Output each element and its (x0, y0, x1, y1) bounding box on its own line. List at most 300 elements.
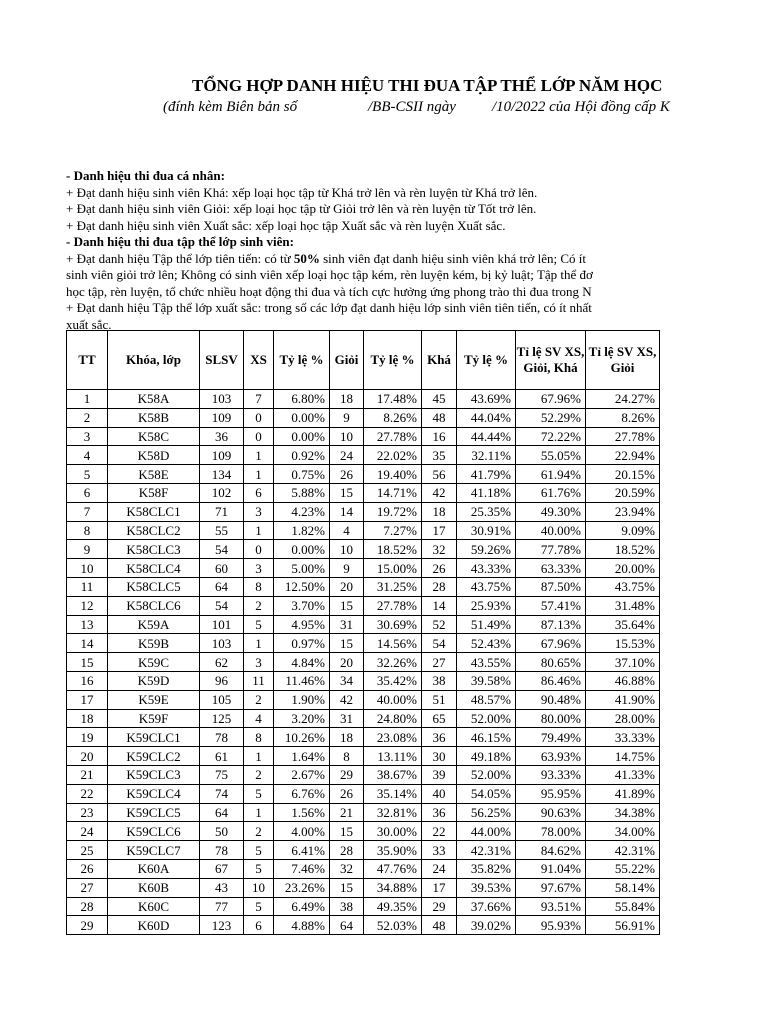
cell-tt: 22 (67, 784, 108, 803)
cell-class: K60C (108, 897, 200, 916)
cell-class: K58CLC5 (108, 577, 200, 596)
cell-gioi-rate: 15.00% (364, 559, 422, 578)
cell-kha-rate: 39.02% (457, 916, 516, 935)
cell-gioi: 10 (330, 427, 364, 446)
cell-gioi-rate: 27.78% (364, 427, 422, 446)
cell-xs-rate: 1.64% (274, 747, 330, 766)
cell-xs-rate: 5.88% (274, 483, 330, 502)
cell-kha: 36 (422, 728, 457, 747)
cell-xs: 6 (244, 916, 274, 935)
cell-tt: 7 (67, 502, 108, 521)
cell-kha: 24 (422, 859, 457, 878)
table-row (67, 446, 660, 465)
cell-xs-rate: 6.76% (274, 784, 330, 803)
cell-slsv: 109 (200, 446, 244, 465)
cell-xs: 5 (244, 859, 274, 878)
cell-kha: 17 (422, 878, 457, 897)
cell-class: K59F (108, 709, 200, 728)
cell-kha-rate: 59.26% (457, 540, 516, 559)
cell-xs-gioi-rate: 15.53% (586, 634, 660, 653)
cell-xs-gioi-kha-rate: 80.00% (516, 709, 586, 728)
cell-tt: 29 (67, 916, 108, 935)
cell-slsv: 78 (200, 841, 244, 860)
cell-slsv: 55 (200, 521, 244, 540)
table-row (67, 897, 660, 916)
cell-xs-rate: 1.82% (274, 521, 330, 540)
cell-gioi: 20 (330, 577, 364, 596)
cell-slsv: 77 (200, 897, 244, 916)
cell-tt: 3 (67, 427, 108, 446)
cell-xs-rate: 5.00% (274, 559, 330, 578)
cell-xs: 4 (244, 709, 274, 728)
cell-slsv: 75 (200, 765, 244, 784)
cell-kha-rate: 43.75% (457, 577, 516, 596)
cell-xs-gioi-kha-rate: 67.96% (516, 634, 586, 653)
cell-kha-rate: 49.18% (457, 747, 516, 766)
cell-tt: 2 (67, 408, 108, 427)
cell-xs-gioi-rate: 33.33% (586, 728, 660, 747)
cell-slsv: 123 (200, 916, 244, 935)
table-row (67, 502, 660, 521)
cell-tt: 6 (67, 483, 108, 502)
cell-xs: 0 (244, 408, 274, 427)
cell-class: K59C (108, 653, 200, 672)
cell-xs: 3 (244, 502, 274, 521)
cell-xs-gioi-kha-rate: 90.63% (516, 803, 586, 822)
table-row (67, 615, 660, 634)
cell-xs: 0 (244, 540, 274, 559)
cell-kha: 65 (422, 709, 457, 728)
subtitle-part-2: /BB-CSII ngày (368, 99, 456, 115)
cell-xs-rate: 1.56% (274, 803, 330, 822)
table-row (67, 408, 660, 427)
cell-class: K58CLC4 (108, 559, 200, 578)
cell-slsv: 62 (200, 653, 244, 672)
cell-xs: 11 (244, 671, 274, 690)
cell-gioi-rate: 32.26% (364, 653, 422, 672)
cell-gioi-rate: 8.26% (364, 408, 422, 427)
col-header: XS (244, 331, 274, 390)
cell-gioi: 29 (330, 765, 364, 784)
cell-xs-rate: 3.20% (274, 709, 330, 728)
cell-kha: 29 (422, 897, 457, 916)
cell-xs-gioi-rate: 24.27% (586, 390, 660, 409)
cell-gioi: 8 (330, 747, 364, 766)
cell-xs-gioi-rate: 46.88% (586, 671, 660, 690)
cell-gioi: 32 (330, 859, 364, 878)
cell-tt: 4 (67, 446, 108, 465)
cell-xs-rate: 0.00% (274, 427, 330, 446)
cell-xs-gioi-rate: 56.91% (586, 916, 660, 935)
cell-tt: 20 (67, 747, 108, 766)
cell-class: K60A (108, 859, 200, 878)
cell-kha-rate: 54.05% (457, 784, 516, 803)
cell-xs-rate: 10.26% (274, 728, 330, 747)
cell-tt: 19 (67, 728, 108, 747)
cell-class: K59B (108, 634, 200, 653)
cell-kha: 48 (422, 408, 457, 427)
cell-class: K58F (108, 483, 200, 502)
notes-heading-individual: - Danh hiệu thi đua cá nhân: (66, 168, 225, 183)
cell-slsv: 102 (200, 483, 244, 502)
cell-kha-rate: 56.25% (457, 803, 516, 822)
table-header-row (67, 331, 660, 390)
notes-line: học tập, rèn luyện, tổ chức nhiều hoạt động thi đua và tích cực hưởng ứng phong trào thi đua trong N (66, 283, 592, 299)
table-row (67, 483, 660, 502)
table-row (67, 390, 660, 409)
cell-xs-gioi-kha-rate: 97.67% (516, 878, 586, 897)
cell-gioi: 14 (330, 502, 364, 521)
col-header: Khóa, lớp (108, 331, 200, 390)
table-row (67, 540, 660, 559)
cell-xs-rate: 4.23% (274, 502, 330, 521)
cell-kha-rate: 39.53% (457, 878, 516, 897)
cell-xs-gioi-kha-rate: 57.41% (516, 596, 586, 615)
cell-xs-gioi-rate: 43.75% (586, 577, 660, 596)
cell-xs-gioi-kha-rate: 95.95% (516, 784, 586, 803)
cell-gioi: 18 (330, 390, 364, 409)
cell-xs-gioi-rate: 35.64% (586, 615, 660, 634)
cell-xs-gioi-kha-rate: 52.29% (516, 408, 586, 427)
table-row (67, 596, 660, 615)
cell-slsv: 64 (200, 577, 244, 596)
cell-class: K59A (108, 615, 200, 634)
cell-gioi: 31 (330, 709, 364, 728)
cell-xs-gioi-rate: 28.00% (586, 709, 660, 728)
cell-slsv: 36 (200, 427, 244, 446)
cell-xs: 1 (244, 465, 274, 484)
cell-tt: 28 (67, 897, 108, 916)
cell-class: K59CLC1 (108, 728, 200, 747)
cell-xs-gioi-rate: 41.89% (586, 784, 660, 803)
cell-class: K58CLC2 (108, 521, 200, 540)
notes-line: + Đạt danh hiệu sinh viên Khá: xếp loại học tập từ Khá trở lên và rèn luyện từ Khá trở lên. (66, 184, 538, 200)
cell-kha-rate: 43.69% (457, 390, 516, 409)
cell-xs-gioi-kha-rate: 90.48% (516, 690, 586, 709)
cell-kha-rate: 39.58% (457, 671, 516, 690)
cell-class: K59CLC4 (108, 784, 200, 803)
table-row (67, 859, 660, 878)
table-row (67, 784, 660, 803)
cell-kha-rate: 25.93% (457, 596, 516, 615)
page-title: TỔNG HỢP DANH HIỆU THI ĐUA TẬP THỂ LỚP NĂM HỌC (192, 76, 663, 95)
notes-text: + Đạt danh hiệu Tập thể lớp tiên tiến: có từ (66, 250, 294, 266)
cell-gioi: 15 (330, 878, 364, 897)
cell-xs: 1 (244, 634, 274, 653)
cell-xs-gioi-kha-rate: 95.93% (516, 916, 586, 935)
cell-gioi-rate: 7.27% (364, 521, 422, 540)
cell-xs-gioi-kha-rate: 77.78% (516, 540, 586, 559)
cell-slsv: 74 (200, 784, 244, 803)
subtitle-part-1: (đính kèm Biên bản số (163, 99, 298, 115)
cell-kha-rate: 52.00% (457, 765, 516, 784)
cell-xs-gioi-kha-rate: 63.33% (516, 559, 586, 578)
cell-gioi: 4 (330, 521, 364, 540)
cell-xs-gioi-rate: 9.09% (586, 521, 660, 540)
cell-xs-gioi-rate: 34.00% (586, 822, 660, 841)
cell-xs-rate: 6.49% (274, 897, 330, 916)
cell-class: K60B (108, 878, 200, 897)
cell-xs: 2 (244, 822, 274, 841)
subtitle-part-3: /10/2022 của Hội đồng cấp K (492, 99, 670, 115)
cell-xs: 3 (244, 653, 274, 672)
cell-gioi: 9 (330, 559, 364, 578)
cell-xs-gioi-rate: 41.90% (586, 690, 660, 709)
cell-kha-rate: 44.04% (457, 408, 516, 427)
cell-kha: 27 (422, 653, 457, 672)
col-header: Tỷ lệ % (457, 331, 516, 390)
cell-xs-gioi-kha-rate: 87.13% (516, 615, 586, 634)
cell-xs: 2 (244, 690, 274, 709)
cell-xs-gioi-rate: 14.75% (586, 747, 660, 766)
cell-kha-rate: 41.18% (457, 483, 516, 502)
cell-kha-rate: 37.66% (457, 897, 516, 916)
cell-gioi-rate: 24.80% (364, 709, 422, 728)
cell-xs-rate: 0.75% (274, 465, 330, 484)
table-row (67, 671, 660, 690)
cell-xs: 5 (244, 784, 274, 803)
cell-xs-gioi-kha-rate: 40.00% (516, 521, 586, 540)
table-row (67, 559, 660, 578)
cell-xs-gioi-kha-rate: 61.94% (516, 465, 586, 484)
cell-kha: 26 (422, 559, 457, 578)
cell-xs-rate: 2.67% (274, 765, 330, 784)
cell-gioi: 34 (330, 671, 364, 690)
notes-line (66, 251, 768, 268)
cell-slsv: 125 (200, 709, 244, 728)
cell-gioi: 38 (330, 897, 364, 916)
cell-kha-rate: 35.82% (457, 859, 516, 878)
table-row (67, 653, 660, 672)
cell-tt: 10 (67, 559, 108, 578)
cell-xs-gioi-rate: 31.48% (586, 596, 660, 615)
cell-gioi: 15 (330, 634, 364, 653)
cell-kha: 16 (422, 427, 457, 446)
cell-kha: 14 (422, 596, 457, 615)
cell-tt: 1 (67, 390, 108, 409)
col-header: SLSV (200, 331, 244, 390)
cell-kha-rate: 32.11% (457, 446, 516, 465)
notes-emphasis: 50% (293, 250, 320, 266)
cell-xs-gioi-kha-rate: 67.96% (516, 390, 586, 409)
cell-slsv: 71 (200, 502, 244, 521)
cell-xs-gioi-rate: 20.15% (586, 465, 660, 484)
cell-kha: 42 (422, 483, 457, 502)
cell-kha: 22 (422, 822, 457, 841)
cell-gioi-rate: 35.42% (364, 671, 422, 690)
cell-xs-rate: 0.00% (274, 540, 330, 559)
notes-line: + Đạt danh hiệu sinh viên Giỏi: xếp loại học tập từ Giỏi trở lên và rèn luyện từ Tốt trở lên. (66, 201, 537, 216)
table-row (67, 465, 660, 484)
cell-tt: 21 (67, 765, 108, 784)
col-header: Tỷ lệ % (274, 331, 330, 390)
cell-class: K59CLC6 (108, 822, 200, 841)
cell-gioi-rate: 18.52% (364, 540, 422, 559)
cell-class: K59CLC2 (108, 747, 200, 766)
table-row (67, 709, 660, 728)
cell-kha: 30 (422, 747, 457, 766)
cell-slsv: 67 (200, 859, 244, 878)
cell-kha: 56 (422, 465, 457, 484)
cell-tt: 12 (67, 596, 108, 615)
cell-xs-rate: 6.80% (274, 390, 330, 409)
cell-xs-gioi-kha-rate: 78.00% (516, 822, 586, 841)
cell-class: K58C (108, 427, 200, 446)
cell-tt: 8 (67, 521, 108, 540)
cell-kha: 40 (422, 784, 457, 803)
cell-gioi: 15 (330, 822, 364, 841)
cell-kha-rate: 52.43% (457, 634, 516, 653)
cell-xs-rate: 23.26% (274, 878, 330, 897)
cell-gioi-rate: 22.02% (364, 446, 422, 465)
cell-xs: 0 (244, 427, 274, 446)
cell-gioi-rate: 14.71% (364, 483, 422, 502)
cell-class: K58E (108, 465, 200, 484)
criteria-notes (66, 168, 768, 333)
cell-slsv: 109 (200, 408, 244, 427)
cell-xs-gioi-rate: 42.31% (586, 841, 660, 860)
cell-gioi-rate: 40.00% (364, 690, 422, 709)
cell-gioi: 18 (330, 728, 364, 747)
cell-kha-rate: 51.49% (457, 615, 516, 634)
cell-xs-gioi-kha-rate: 80.65% (516, 653, 586, 672)
table-row (67, 803, 660, 822)
cell-gioi: 24 (330, 446, 364, 465)
cell-gioi-rate: 49.35% (364, 897, 422, 916)
cell-slsv: 103 (200, 634, 244, 653)
cell-gioi: 10 (330, 540, 364, 559)
table-body (67, 390, 660, 935)
cell-gioi-rate: 19.72% (364, 502, 422, 521)
cell-xs-rate: 4.00% (274, 822, 330, 841)
cell-xs: 6 (244, 483, 274, 502)
cell-xs-rate: 0.97% (274, 634, 330, 653)
cell-class: K59CLC7 (108, 841, 200, 860)
cell-gioi: 31 (330, 615, 364, 634)
cell-tt: 25 (67, 841, 108, 860)
cell-gioi: 64 (330, 916, 364, 935)
cell-class: K59CLC5 (108, 803, 200, 822)
cell-class: K59E (108, 690, 200, 709)
cell-xs-gioi-rate: 41.33% (586, 765, 660, 784)
cell-gioi-rate: 47.76% (364, 859, 422, 878)
cell-tt: 26 (67, 859, 108, 878)
cell-xs-gioi-rate: 34.38% (586, 803, 660, 822)
cell-xs-rate: 4.84% (274, 653, 330, 672)
cell-slsv: 101 (200, 615, 244, 634)
cell-xs-gioi-rate: 22.94% (586, 446, 660, 465)
cell-xs: 1 (244, 747, 274, 766)
col-header: Giỏi (330, 331, 364, 390)
cell-class: K58CLC6 (108, 596, 200, 615)
cell-slsv: 43 (200, 878, 244, 897)
cell-kha: 33 (422, 841, 457, 860)
cell-xs-gioi-rate: 27.78% (586, 427, 660, 446)
cell-xs-gioi-kha-rate: 55.05% (516, 446, 586, 465)
cell-gioi-rate: 38.67% (364, 765, 422, 784)
cell-slsv: 50 (200, 822, 244, 841)
cell-class: K58CLC3 (108, 540, 200, 559)
cell-kha: 32 (422, 540, 457, 559)
cell-kha-rate: 43.33% (457, 559, 516, 578)
cell-kha-rate: 44.44% (457, 427, 516, 446)
cell-gioi-rate: 27.78% (364, 596, 422, 615)
cell-tt: 14 (67, 634, 108, 653)
col-header: Tỉ lệ SV XS, Giỏi (586, 331, 660, 390)
cell-xs-gioi-kha-rate: 87.50% (516, 577, 586, 596)
cell-xs-rate: 3.70% (274, 596, 330, 615)
table-row (67, 427, 660, 446)
cell-tt: 16 (67, 671, 108, 690)
table-row (67, 728, 660, 747)
cell-xs-rate: 7.46% (274, 859, 330, 878)
cell-kha: 39 (422, 765, 457, 784)
cell-slsv: 61 (200, 747, 244, 766)
cell-xs: 5 (244, 615, 274, 634)
table-row (67, 765, 660, 784)
cell-xs: 3 (244, 559, 274, 578)
col-header: TT (67, 331, 108, 390)
class-awards-table (66, 330, 660, 935)
cell-kha-rate: 43.55% (457, 653, 516, 672)
cell-xs-gioi-kha-rate: 86.46% (516, 671, 586, 690)
cell-gioi: 15 (330, 596, 364, 615)
cell-kha-rate: 41.79% (457, 465, 516, 484)
notes-line: + Đạt danh hiệu sinh viên Xuất sắc: xếp loại học tập Xuất sắc và rèn luyện Xuất sắc. (66, 217, 506, 233)
cell-gioi-rate: 23.08% (364, 728, 422, 747)
cell-class: K59D (108, 671, 200, 690)
cell-tt: 9 (67, 540, 108, 559)
cell-xs-gioi-rate: 55.22% (586, 859, 660, 878)
cell-kha-rate: 46.15% (457, 728, 516, 747)
cell-xs-gioi-rate: 37.10% (586, 653, 660, 672)
cell-slsv: 103 (200, 390, 244, 409)
cell-tt: 13 (67, 615, 108, 634)
cell-xs-gioi-kha-rate: 93.33% (516, 765, 586, 784)
cell-class: K60D (108, 916, 200, 935)
cell-xs-gioi-rate: 23.94% (586, 502, 660, 521)
cell-xs-rate: 1.90% (274, 690, 330, 709)
cell-xs: 7 (244, 390, 274, 409)
table-row (67, 690, 660, 709)
cell-xs: 8 (244, 577, 274, 596)
notes-line: xuất sắc. (66, 316, 112, 332)
cell-kha-rate: 25.35% (457, 502, 516, 521)
cell-kha: 54 (422, 634, 457, 653)
cell-xs-gioi-kha-rate: 79.49% (516, 728, 586, 747)
table-row (67, 521, 660, 540)
cell-gioi-rate: 13.11% (364, 747, 422, 766)
cell-gioi-rate: 31.25% (364, 577, 422, 596)
table-row (67, 822, 660, 841)
cell-kha: 18 (422, 502, 457, 521)
cell-gioi: 26 (330, 784, 364, 803)
cell-kha-rate: 52.00% (457, 709, 516, 728)
cell-kha-rate: 48.57% (457, 690, 516, 709)
cell-xs: 1 (244, 803, 274, 822)
cell-tt: 17 (67, 690, 108, 709)
cell-slsv: 54 (200, 540, 244, 559)
cell-xs: 2 (244, 765, 274, 784)
cell-gioi: 21 (330, 803, 364, 822)
cell-xs-gioi-kha-rate: 84.62% (516, 841, 586, 860)
cell-gioi: 15 (330, 483, 364, 502)
cell-xs-gioi-rate: 8.26% (586, 408, 660, 427)
notes-text: sinh viên đạt danh hiệu sinh viên khá trở lên; Có ít (319, 250, 586, 266)
cell-xs-rate: 12.50% (274, 577, 330, 596)
cell-gioi: 9 (330, 408, 364, 427)
cell-xs-rate: 4.95% (274, 615, 330, 634)
